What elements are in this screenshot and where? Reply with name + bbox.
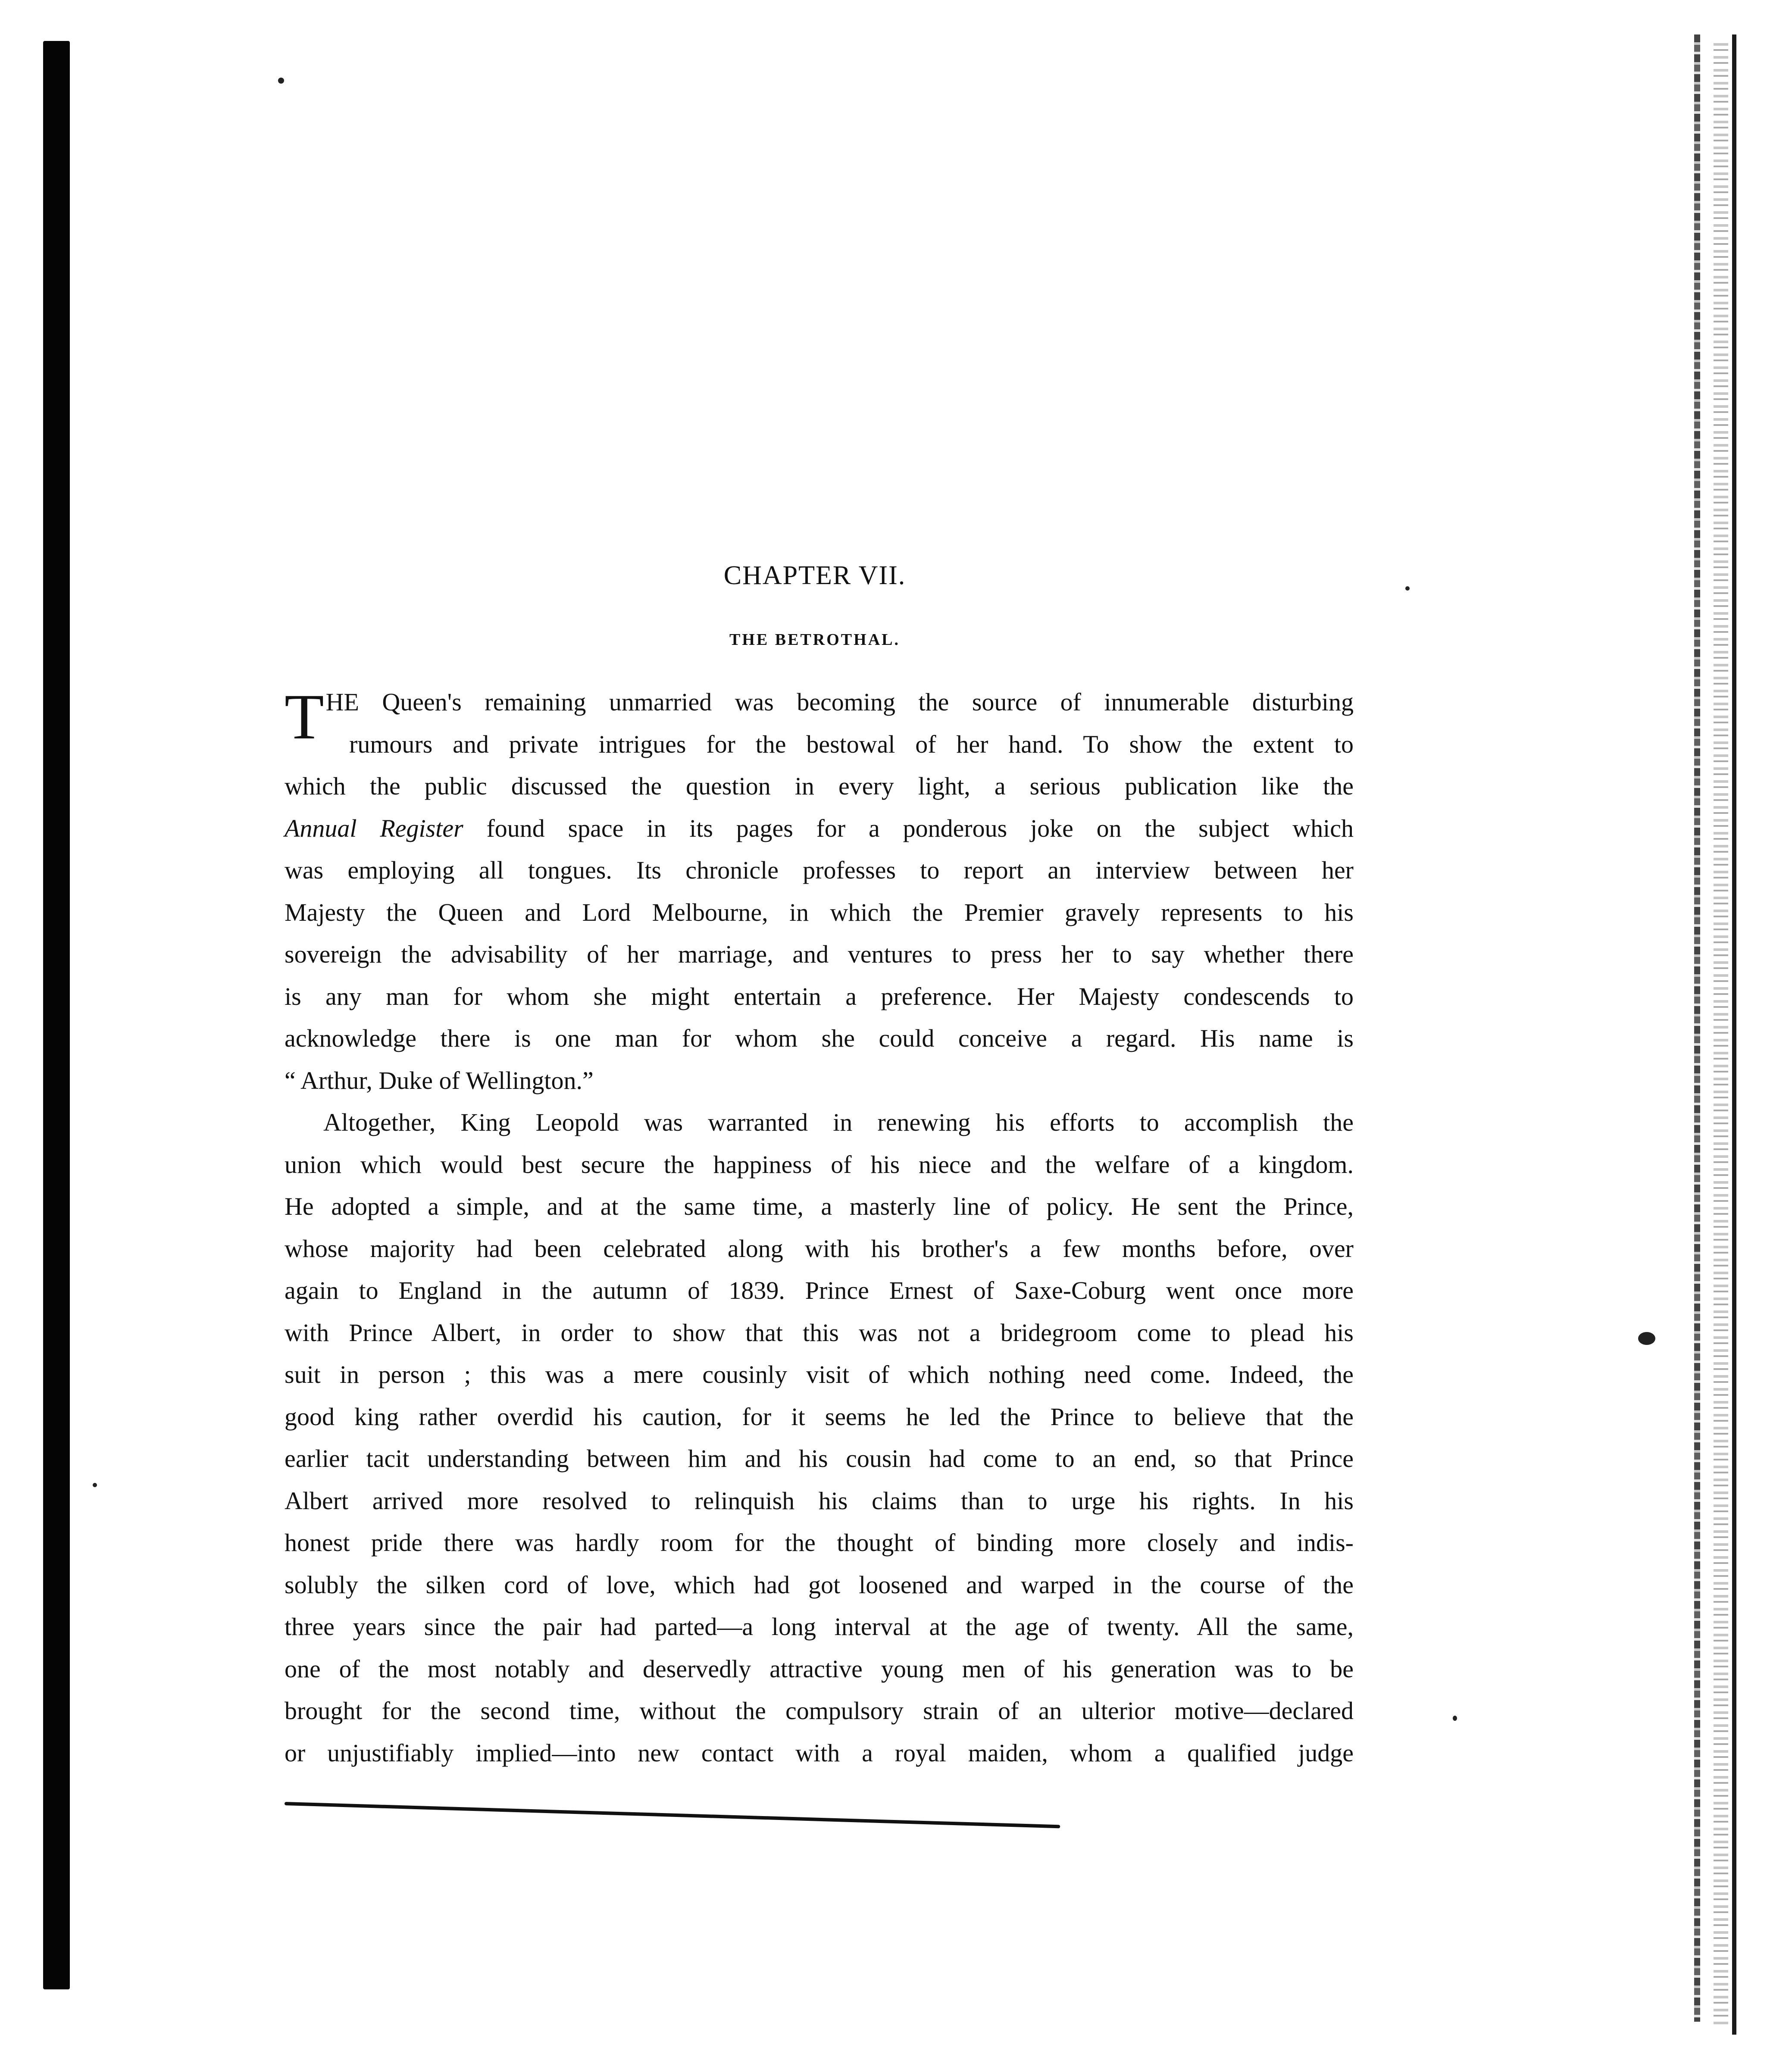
text-line: “ Arthur, Duke of Wellington.” bbox=[285, 1066, 594, 1094]
text-line: was employing all tongues. Its chronicle professes to report an interview between her bbox=[285, 856, 1354, 884]
text-line: one of the most notably and deservedly attractive young men of his generation was to be bbox=[285, 1654, 1354, 1683]
text-line: three years since the pair had parted—a long interval at the age of twenty. All the same, bbox=[285, 1613, 1354, 1641]
text-line: union which would best secure the happiness of his niece and the welfare of a kingdom. bbox=[285, 1150, 1354, 1179]
ink-speck bbox=[1453, 1716, 1457, 1721]
text-line: earlier tacit understanding between him and his cousin had come to an end, so that Prince bbox=[285, 1445, 1354, 1473]
ink-speck bbox=[93, 1483, 97, 1487]
text-line: good king rather overdid his caution, for it seems he led the Prince to believe that the bbox=[285, 1402, 1354, 1431]
bottom-rule bbox=[285, 1802, 1060, 1828]
body-text bbox=[285, 681, 1354, 1774]
text-line: which the public discussed the question in every light, a serious publication like the bbox=[285, 772, 1354, 800]
chapter-title: CHAPTER VII. bbox=[723, 561, 906, 590]
ink-speck bbox=[1638, 1332, 1655, 1345]
page-edge-texture bbox=[1714, 43, 1728, 2026]
text-line: whose majority had been celebrated along with his brother's a few months before, over bbox=[285, 1234, 1354, 1263]
text-line: is any man for whom she might entertain a preference. Her Majesty condescends to bbox=[285, 982, 1354, 1010]
text-line: suit in person ; this was a mere cousinly visit of which nothing need come. Indeed, the bbox=[285, 1360, 1354, 1388]
text-line: rumours and private intrigues for the bestowal of her hand. To show the extent to bbox=[349, 730, 1354, 758]
text-line: Altogether, King Leopold was warranted in renewing his efforts to accomplish the bbox=[323, 1108, 1354, 1136]
text-line: with Prince Albert, in order to show that this was not a bridegroom come to plead his bbox=[285, 1318, 1354, 1347]
ink-speck bbox=[278, 78, 284, 84]
text-line: Albert arrived more resolved to relinquish his claims than to urge his rights. In his bbox=[285, 1486, 1354, 1515]
italic-title: Annual Register bbox=[285, 814, 463, 842]
text-line-rest: found space in its pages for a ponderous joke on the subject which bbox=[463, 814, 1354, 842]
drop-cap: T bbox=[285, 681, 324, 753]
text-line bbox=[285, 807, 1354, 850]
text-line: HE Queen's remaining unmarried was becoming the source of innumerable disturbing bbox=[325, 688, 1354, 716]
text-line: Majesty the Queen and Lord Melbourne, in which the Premier gravely represents to his bbox=[285, 898, 1354, 926]
text-line: solubly the silken cord of love, which had got loosened and warped in the course of the bbox=[285, 1570, 1354, 1599]
chapter-subtitle: THE BETROTHAL. bbox=[729, 631, 900, 649]
binding-shadow bbox=[43, 41, 70, 1989]
text-line: or unjustifiably implied—into new contact with a royal maiden, whom a qualified judge bbox=[285, 1738, 1354, 1767]
page-edge-shadow bbox=[1694, 34, 1700, 2022]
text-line: again to England in the autumn of 1839. Prince Ernest of Saxe-Coburg went once more bbox=[285, 1276, 1354, 1304]
text-line: honest pride there was hardly room for the thought of binding more closely and indis- bbox=[285, 1529, 1354, 1557]
text-line: brought for the second time, without the compulsory strain of an ulterior motive—declared bbox=[285, 1697, 1354, 1725]
page-edge-line bbox=[1732, 34, 1736, 2035]
text-line: acknowledge there is one man for whom she could conceive a regard. His name is bbox=[285, 1024, 1354, 1052]
text-line: sovereign the advisability of her marriage, and ventures to press her to say whether there bbox=[285, 940, 1354, 968]
text-line: He adopted a simple, and at the same time, a masterly line of policy. He sent the Prince, bbox=[285, 1192, 1354, 1220]
